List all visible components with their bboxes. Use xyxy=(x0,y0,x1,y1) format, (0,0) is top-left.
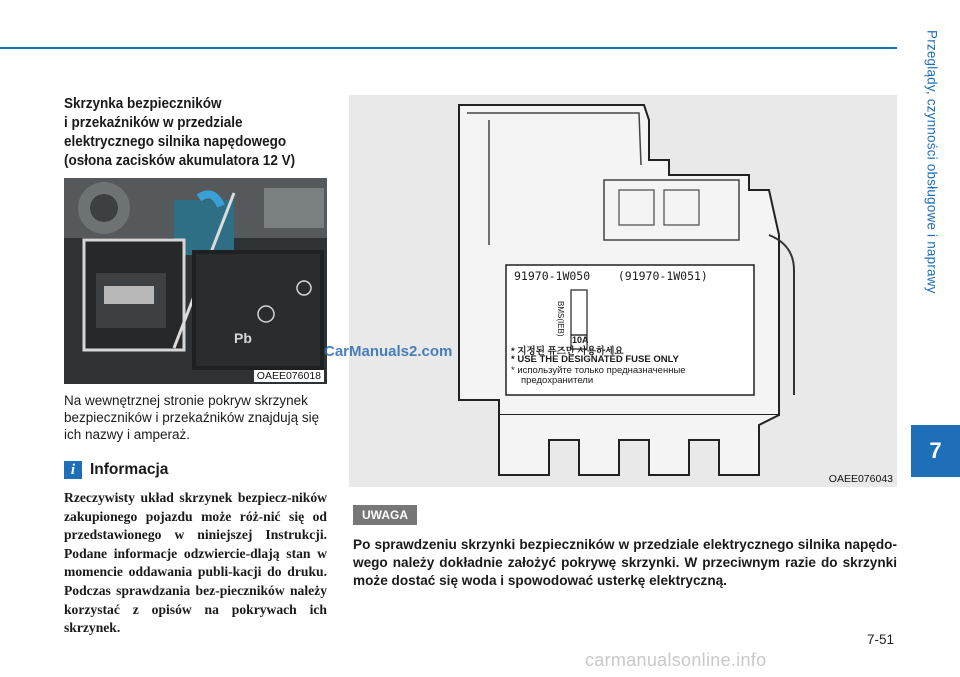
fuse-cover-diagram xyxy=(349,95,897,487)
section-title-line: i przekaźników w przedziale xyxy=(64,114,243,131)
information-text: Rzeczywisty układ skrzynek bezpiecz-ników zakupionego pojazdu może róż-nić się od przedstawionego w niniejszej Instrukcji. Podane informacje odzwiercie-dlają stan w momencie oddawania publi-kacji do druku. Podczas sprawdzania bez-pieczników należy korzystać z opisów na pokrywach ich skrzynek. xyxy=(64,490,327,636)
chapter-tab[interactable]: 7 xyxy=(911,425,960,477)
chapter-side-title: Przeglądy, czynności obsługowe i naprawy xyxy=(924,30,940,294)
fuse-name-label: BMS(IEB) xyxy=(556,301,565,337)
fuse-box-photo xyxy=(64,178,327,384)
note-korean: * 지정된 퓨즈만 사용하세요 xyxy=(511,346,624,357)
body-paragraph xyxy=(64,392,327,443)
page-number: 7-51 xyxy=(867,632,895,647)
part-number-label: 91970-1W050 (91970-1W051) xyxy=(514,269,708,283)
fuse-rating-label: 10A xyxy=(572,335,589,345)
note-english: * USE THE DESIGNATED FUSE ONLY xyxy=(511,354,679,365)
section-title-line: Skrzynka bezpieczników xyxy=(64,95,222,112)
caution-badge: UWAGA xyxy=(353,505,417,525)
footer-watermark[interactable]: carmanualsonline.info xyxy=(585,650,767,670)
section-title-line: (osłona zacisków akumulatora 12 V) xyxy=(64,152,296,169)
information-label: Informacja xyxy=(90,461,169,478)
body-line: ich nazwy i amperaż. xyxy=(64,427,191,442)
body-line: Na wewnętrznej stronie pokryw skrzynek xyxy=(64,393,308,408)
information-heading xyxy=(64,461,168,479)
body-line: bezpieczników i przekaźników znajdują się xyxy=(64,410,320,425)
photo-illustration xyxy=(64,178,327,384)
diagram-reference-id: OAEE076043 xyxy=(828,473,893,485)
svg-text:Pb: Pb xyxy=(234,330,252,346)
caution-text: Po sprawdzeniu skrzynki bezpieczników w przedziale elektrycznego silnika napędo-wego należy dokładnie założyć pokrywę skrzynki. W przeciwnym razie do skrzynki może dostać się woda i spowodować usterkę elektryczną. xyxy=(353,537,897,588)
note-russian-1: * используйте только предназначенные xyxy=(511,365,686,376)
site-watermark: CarManuals2.com xyxy=(324,343,453,360)
info-icon: i xyxy=(64,461,82,479)
note-russian-2: предохранители xyxy=(521,375,594,386)
photo-reference-id: OAEE076018 xyxy=(254,370,324,382)
section-heading xyxy=(64,94,327,170)
section-title-line: elektrycznego silnika napędowego xyxy=(64,133,287,150)
header-rule xyxy=(0,47,897,49)
fuse-cover-drawing xyxy=(349,95,897,487)
